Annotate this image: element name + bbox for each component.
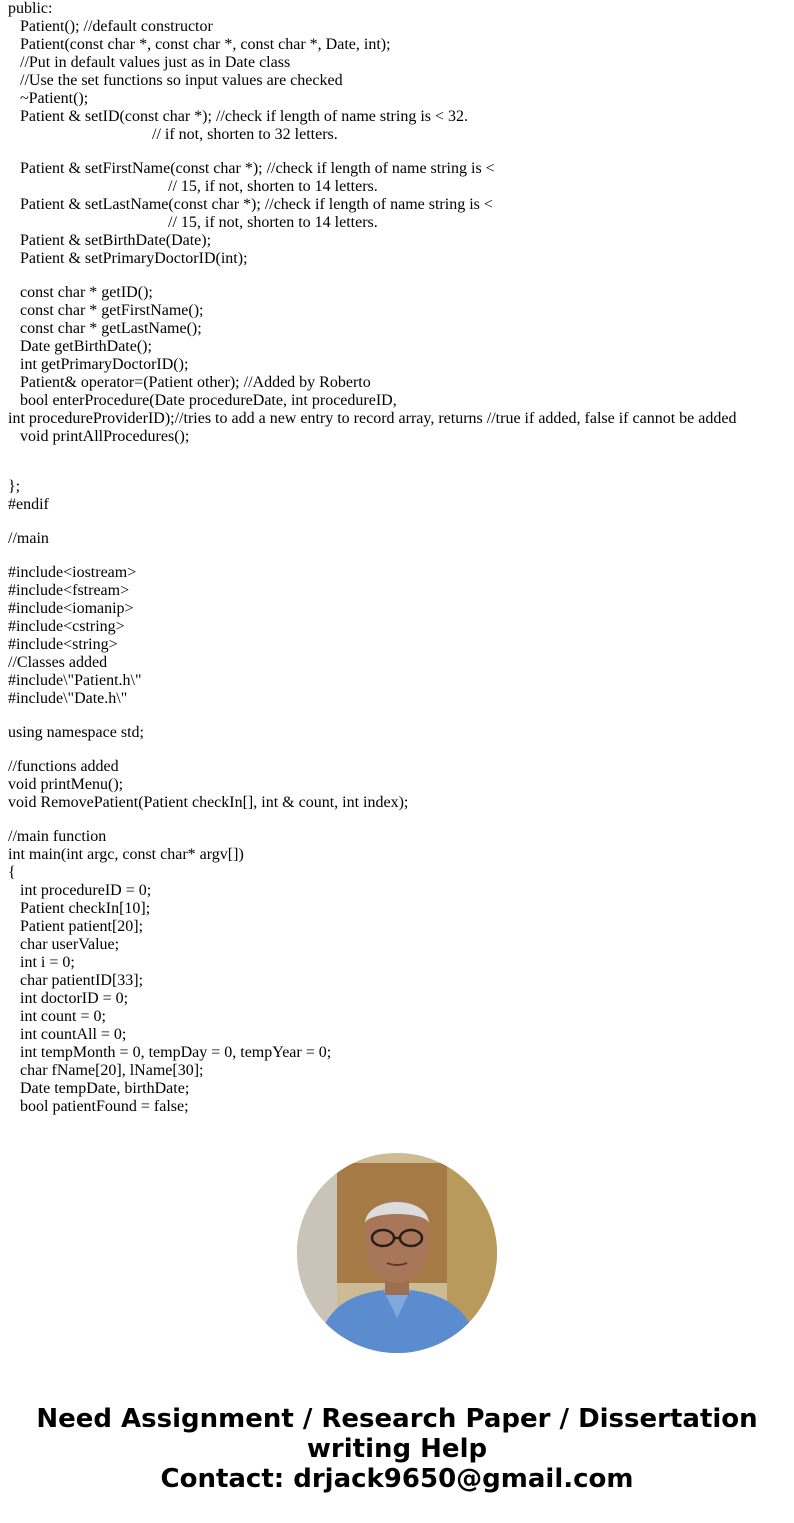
blank-gap <box>8 742 788 758</box>
code-line: Patient& operator=(Patient other); //Added by Roberto <box>8 374 371 391</box>
code-listing <box>8 0 788 1122</box>
avatar <box>297 1153 497 1353</box>
code-line: Date tempDate, birthDate; <box>8 1080 190 1097</box>
blank-gap <box>8 514 788 530</box>
code-line: //Put in default values just as in Date class <box>8 54 291 71</box>
code-line: char fName[20], lName[30]; <box>8 1062 204 1079</box>
footer-line-2: writing Help <box>306 1434 488 1464</box>
code-line: Patient(const char *, const char *, const char *, Date, int); <box>8 36 391 53</box>
code-line: #include\"Date.h\" <box>8 690 128 707</box>
code-line: Date getBirthDate(); <box>8 338 152 355</box>
code-line: #include\"Patient.h\" <box>8 672 142 689</box>
code-line: #include<iostream> <box>8 564 137 581</box>
code-line: Patient & setFirstName(const char *); //check if length of name string is < <box>8 160 495 177</box>
code-line: //main function <box>8 828 107 845</box>
code-line: { <box>8 864 16 881</box>
footer-line-1: Need Assignment / Research Paper / Dissertation <box>36 1404 758 1434</box>
code-line: int getPrimaryDoctorID(); <box>8 356 189 373</box>
code-line: //Classes added <box>8 654 108 671</box>
code-line: char patientID[33]; <box>8 972 144 989</box>
code-line: // 15, if not, shorten to 14 letters. <box>8 178 378 195</box>
code-line: const char * getFirstName(); <box>8 302 204 319</box>
code-line: int countAll = 0; <box>8 1026 127 1043</box>
code-line: //functions added <box>8 758 119 775</box>
person-photo-icon <box>297 1153 497 1353</box>
code-line: // 15, if not, shorten to 14 letters. <box>8 214 378 231</box>
code-line: //Use the set functions so input values are checked <box>8 72 343 89</box>
code-line: #include<cstring> <box>8 618 125 635</box>
code-line: #include<iomanip> <box>8 600 134 617</box>
code-line: int tempMonth = 0, tempDay = 0, tempYear = 0; <box>8 1044 332 1061</box>
code-line: //main <box>8 530 49 547</box>
code-line: const char * getLastName(); <box>8 320 202 337</box>
code-line: void printMenu(); <box>8 776 124 793</box>
code-line: bool enterProcedure(Date procedureDate, int procedureID, <box>8 392 397 409</box>
blank-gap <box>8 446 788 462</box>
code-line: int main(int argc, const char* argv[]) <box>8 846 244 863</box>
code-line: }; <box>8 478 21 495</box>
code-line: void printAllProcedures(); <box>8 428 190 445</box>
code-line: int doctorID = 0; <box>8 990 129 1007</box>
code-line: Patient patient[20]; <box>8 918 144 935</box>
blank-gap <box>8 268 788 284</box>
code-line: Patient & setPrimaryDoctorID(int); <box>8 250 248 267</box>
code-line: Patient(); //default constructor <box>8 18 213 35</box>
code-line: #endif <box>8 496 49 513</box>
code-line: void RemovePatient(Patient checkIn[], int & count, int index); <box>8 794 409 811</box>
code-line: char userValue; <box>8 936 120 953</box>
code-line: using namespace std; <box>8 724 144 741</box>
code-line: int procedureID = 0; <box>8 882 152 899</box>
code-line: public: <box>8 0 53 17</box>
blank-gap <box>8 812 788 828</box>
code-line: ~Patient(); <box>8 90 89 107</box>
blank-gap <box>8 708 788 724</box>
code-line: const char * getID(); <box>8 284 153 301</box>
code-line: Patient checkIn[10]; <box>8 900 151 917</box>
code-line: Patient & setBirthDate(Date); <box>8 232 212 249</box>
footer-line-3: Contact: drjack9650@gmail.com <box>160 1464 634 1494</box>
footer-contact <box>0 1404 794 1494</box>
code-line: int count = 0; <box>8 1008 106 1025</box>
blank-gap <box>8 462 788 478</box>
code-line: #include<fstream> <box>8 582 130 599</box>
code-line: #include<string> <box>8 636 118 653</box>
code-line: Patient & setID(const char *); //check if length of name string is < 32. <box>8 108 469 125</box>
blank-gap <box>8 144 788 160</box>
code-line: bool patientFound = false; <box>8 1098 189 1115</box>
code-line: int i = 0; <box>8 954 75 971</box>
code-line: // if not, shorten to 32 letters. <box>8 126 338 143</box>
code-line: Patient & setLastName(const char *); //check if length of name string is < <box>8 196 493 213</box>
blank-gap <box>8 548 788 564</box>
code-line-wrapped: int procedureProviderID);//tries to add a new entry to record array, returns //true if added, false if cannot be added <box>8 410 737 427</box>
